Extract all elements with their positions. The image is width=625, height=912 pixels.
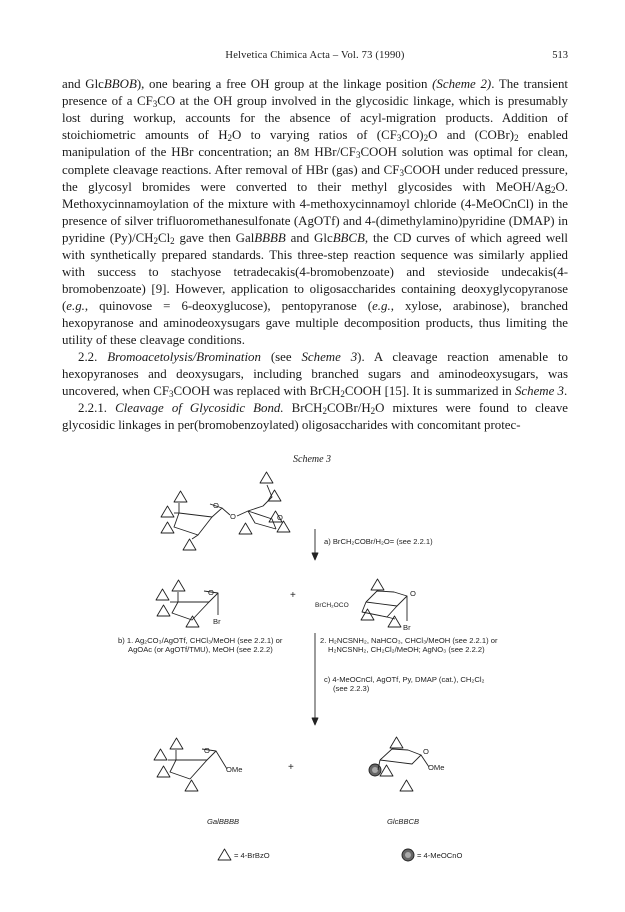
bromoacetyl-label: BrCH₂OCO (315, 602, 349, 609)
glycosidic-oxygen-label: O (230, 512, 236, 521)
benzoate-triangle (371, 579, 384, 590)
article-body (62, 76, 568, 434)
bromide-label: Br (403, 623, 411, 632)
page-number: 513 (552, 50, 568, 61)
step-a-label: a) BrCH₂COBr/H₂O= (see 2.2.1) (324, 537, 433, 546)
bromide-label: Br (213, 617, 221, 626)
product-glcbbcb (369, 737, 429, 791)
benzoate-triangle (239, 523, 252, 534)
benzoate-triangle (157, 766, 170, 777)
benzoate-triangle (380, 765, 393, 776)
benzoate-triangle (154, 749, 167, 760)
ring-oxygen-label: O (410, 589, 416, 598)
benzoate-triangle (390, 737, 403, 748)
plus-sign: + (290, 590, 296, 601)
benzoate-triangle (260, 472, 273, 483)
step-c-line1: c) 4-MeOCnCl, AgOTf, Py, DMAP (cat.), CH₂Cl₂ (324, 675, 485, 684)
benzoate-triangle (170, 738, 183, 749)
benzoate-legend-symbol (218, 849, 231, 860)
glycosyl-bromide-right (361, 579, 407, 627)
benzoate-triangle (161, 522, 174, 533)
benzoate-triangle (172, 580, 185, 591)
running-header (62, 50, 568, 66)
benzoate-triangle (157, 605, 170, 616)
ring-oxygen-label: O (213, 501, 219, 510)
plus-sign: + (288, 762, 294, 773)
step-c-line2: (see 2.2.3) (333, 684, 370, 693)
benzoate-triangle (185, 780, 198, 791)
product-galbbbb (154, 738, 227, 791)
reaction-arrow-a (312, 529, 318, 560)
ring-oxygen-label: O (208, 588, 214, 597)
benzoate-triangle (186, 616, 199, 627)
step-b2-line2: H₂NCSNH₂, CH₂Cl₂/MeOH; AgNO₃ (see 2.2.2) (328, 645, 485, 654)
benzoate-triangle (174, 491, 187, 502)
benzoate-triangle (183, 539, 196, 550)
legend-cinnamate: = 4-MeOCnO (417, 851, 463, 860)
ring-oxygen-label: O (277, 513, 283, 522)
benzoate-triangle (277, 521, 290, 532)
ring-oxygen-label: O (423, 747, 429, 756)
ring-oxygen-label: O (204, 746, 210, 755)
methoxy-label: OMe (226, 765, 243, 774)
step-b2-line1: 2. H₂NCSNH₂, NaHCO₃, CHCl₃/MeOH (see 2.2.1) or (320, 636, 498, 645)
step-b1-line2: AgOAc (or AgOTf/TMU), MeOH (see 2.2.2) (128, 645, 273, 654)
reaction-arrow-bc (312, 633, 318, 725)
section-title-2-2-1: Cleavage of Glycosidic Bond. (115, 401, 284, 415)
paragraph-2: 2.2. Bromoacetolysis/Bromination (see Scheme 3). A cleavage reaction amenable to hexopyranoses and deoxysugars, including branched sugars and aminodeoxysugars, was uncovered, when $CF_3COOH$ was replaced with BrCH$_2$COOH [15]. It is summarized in Scheme 3. (62, 350, 568, 399)
benzoate-triangle (156, 589, 169, 600)
product-1-name: GalBBBB (207, 817, 240, 826)
paragraph-1: and GlcBBOB), one bearing a free OH group at the linkage position (Scheme 2). The transient presence of a $CF_3CO$ at the OH group involved in the glycosidic linkage, which is presumably lost during workup, accounts for the absence of acyl-migration products. Addition of stoichiometric amounts of $H_2O$ to varying ratios of $(CF_3CO)_2O$ and $(COBr)_2$ enabled manipulation of the HBr concentration; an 8M HBr/$CF_3COOH$ solution was optimal for clean, complete cleavage reactions. After removal of HBr (gas) and $CF_3COOH$ under reduced pressure, the glycosyl bromides were converted to their methyl glycosides with MeOH/$Ag_2O$. Methoxycinnamoylation of the mixture with 4-methoxycinnamoyl chloride (4-MeOCnCl) in the presence of silver trifluoromethanesulfonate (AgOTf) and 4-(dimethylamino)pyridine (DMAP) in pyridine $(Py)/CH_2Cl_2$ gave then GalBBBB and GlcBBCB, the CD curves of which agreed well with synthetically prepared standards. This three-step reaction sequence was similarly applied with success to stachyose tetradecakis(4-bromobenzoate) and stevioside undecakis(4-bromobenzoate) [9]. However, application to oligosaccharides containing deoxyglycopyranose (e.g., quinovose = 6-deoxyglucose), pentopyranose (e.g., xylose, arabinose), branched hexopyranose and aminodeoxysugars gave multiple decomposition products, thus limiting the utility of these cleavage conditions. (62, 77, 569, 347)
product-2-name: GlcBBCB (387, 817, 420, 826)
scheme-3 (62, 451, 568, 871)
scheme-title: Scheme 3 (293, 454, 332, 465)
benzoate-triangle (400, 780, 413, 791)
scheme-drawing (62, 451, 568, 871)
benzoate-triangle (161, 506, 174, 517)
step-b1-line1: b) 1. Ag₂CO₃/AgOTf, CHCl₃/MeOH (see 2.2.1) or (118, 636, 283, 645)
paragraph-3: 2.2.1. Cleavage of Glycosidic Bond. $BrCH_2COBr/H_2O$ mixtures were found to cleave glycosidic linkages in per(bromobenzoylated) oligosaccharides with concomitant protec- (62, 401, 568, 432)
legend-benzoate: = 4-BrBzO (234, 851, 270, 860)
methoxy-label: OMe (428, 763, 445, 772)
section-title-2-2: Bromoacetolysis/Bromination (107, 350, 261, 364)
disaccharide-structure (161, 472, 290, 550)
journal-title: Helvetica Chimica Acta – Vol. 73 (1990) (225, 50, 405, 61)
